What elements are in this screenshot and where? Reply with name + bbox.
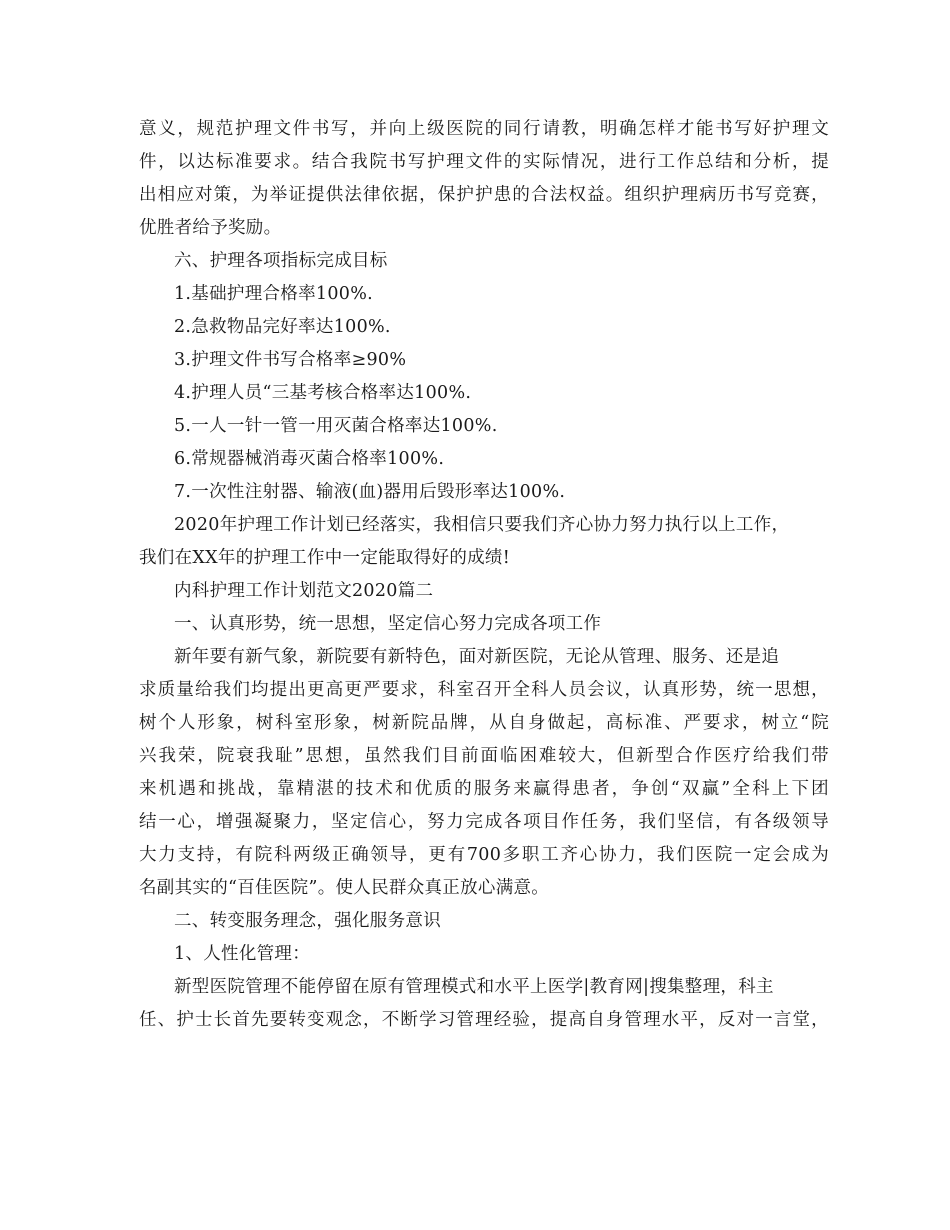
paragraph-line: 兴我荣，院衰我耻”思想，虽然我们目前面临困难较大，但新型合作医疗给我们带 xyxy=(139,746,829,766)
paragraph-line: 任、护士长首先要转变观念，不断学习管理经验，提高自身管理水平，反对一言堂， xyxy=(139,1010,829,1030)
paragraph-line: 新年要有新气象，新院要有新特色，面对新医院，无论从管理、服务、还是追 xyxy=(174,647,780,667)
section-heading: 一、认真形势，统一思想，坚定信心努力完成各项工作 xyxy=(174,614,602,634)
list-item: 1.基础护理合格率100%. xyxy=(174,284,373,304)
list-item: 2.急救物品完好率达100%. xyxy=(174,317,391,337)
paragraph-line: 来机遇和挑战，靠精湛的技术和优质的服务来赢得患者，争创“双赢”全科上下团 xyxy=(139,779,829,799)
paragraph-line: 求质量给我们均提出更高更严要求，科室召开全科人员会议，认真形势，统一思想， xyxy=(139,680,829,700)
paragraph-line: 意义，规范护理文件书写，并向上级医院的同行请教，明确怎样才能书写好护理文 xyxy=(139,119,829,139)
paragraph-line: 优胜者给予奖励。 xyxy=(139,218,282,238)
list-item: 5.一人一针一管一用灭菌合格率达100%. xyxy=(174,416,498,436)
section-heading: 六、护理各项指标完成目标 xyxy=(174,251,388,271)
paragraph-line: 我们在XX年的护理工作中一定能取得好的成绩! xyxy=(139,548,511,568)
document-body xyxy=(139,113,829,1037)
paragraph-line: 名副其实的“百佳医院”。使人民群众真正放心满意。 xyxy=(139,878,550,898)
list-item: 6.常规器械消毒灭菌合格率100%. xyxy=(174,449,445,469)
paragraph-line: 出相应对策，为举证提供法律依据，保护护患的合法权益。组织护理病历书写竞赛， xyxy=(139,185,829,205)
paragraph-line: 2020年护理工作计划已经落实，我相信只要我们齐心协力努力执行以上工作， xyxy=(174,515,790,535)
paragraph-line: 结一心，增强凝聚力，坚定信心，努力完成各项目作任务，我们坚信，有各级领导 xyxy=(139,812,829,832)
paragraph-line: 树个人形象，树科室形象，树新院品牌，从自身做起，高标准、严要求，树立“院 xyxy=(139,713,829,733)
list-item: 3.护理文件书写合格率≥90% xyxy=(174,350,407,370)
subsection-heading: 1、人性化管理： xyxy=(174,944,311,964)
article-title: 内科护理工作计划范文2020篇二 xyxy=(174,581,434,601)
paragraph-line: 大力支持，有院科两级正确领导，更有700多职工齐心协力，我们医院一定会成为 xyxy=(139,845,829,865)
paragraph-line: 新型医院管理不能停留在原有管理模式和水平上医学|教育网|搜集整理，科主 xyxy=(174,977,774,997)
section-heading: 二、转变服务理念，强化服务意识 xyxy=(174,911,441,931)
list-item: 7.一次性注射器、输液(血)器用后毁形率达100%. xyxy=(174,482,566,502)
list-item: 4.护理人员“三基考核合格率达100%. xyxy=(174,383,472,403)
paragraph-line: 件，以达标准要求。结合我院书写护理文件的实际情况，进行工作总结和分析，提 xyxy=(139,152,829,172)
